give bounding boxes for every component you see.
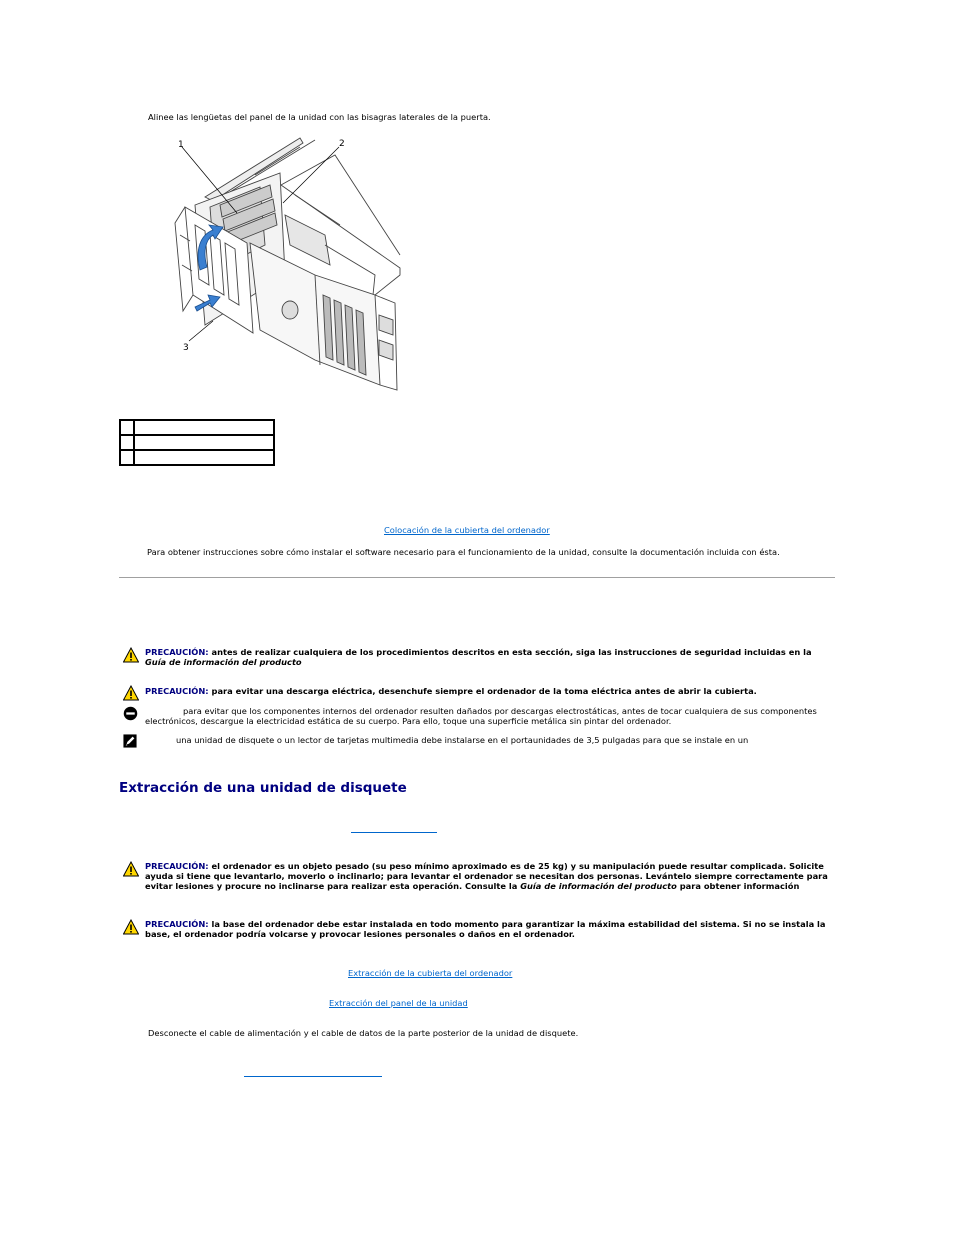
caution-1 [123,647,835,669]
caution-triangle-icon [123,861,139,877]
step-disconnect-text: Desconecte el cable de alimentación y el cable de datos de la parte posterior de la unidad de disquete. [148,1028,579,1038]
callout-number [120,420,134,435]
link-replace-cover[interactable]: Colocación de la cubierta del ordenador [384,525,550,535]
link-remove-cover[interactable]: Extracción de la cubierta del ordenador [348,968,513,978]
caution-triangle-icon [123,919,139,935]
callout-table [119,419,275,466]
link-underline[interactable] [244,1076,382,1077]
caution-4-text: PRECAUCIÓN: la base del ordenador debe estar instalada en todo momento para garantizar la máxima estabilidad del sistema. Si no se instala la base, el ordenador podría volcarse y provocar lesiones personales o daños en el ordenador. [145,919,826,939]
caution-triangle-icon [123,647,139,663]
section-title: Extracción de una unidad de disquete [119,780,407,796]
caution-3-text: PRECAUCIÓN: el ordenador es un objeto pesado (su peso mínimo aproximado es de 25 kg) y su manipulación puede resultar complicada. Solicite ayuda si tiene que levantarlo, moverlo o inclinarlo; para levantar el ordenador se necesitan dos personas. Levántelo siempre correctamente para evitar lesiones y procure no inclinarse para realizar esta operación. Consulte la Guía de información del producto para obtener información [145,861,828,891]
note [123,734,835,750]
note-pencil-icon [123,734,137,748]
note-text: una unidad de disquete o un lector de tarjetas multimedia debe instalarse en el portaunidades de 3,5 pulgadas para que se instale en un [176,735,749,745]
step-software-text: Para obtener instrucciones sobre cómo instalar el software necesario para el funcionamiento de la unidad, consulte la documentación incluida con ésta. [147,547,780,557]
caution-label: PRECAUCIÓN: [145,686,209,696]
caution-4 [123,919,835,941]
section-divider [119,577,835,578]
caution-label: PRECAUCIÓN: [145,647,209,657]
caution-1-text: PRECAUCIÓN: antes de realizar cualquiera de los procedimientos descritos en esta sección, siga las instrucciones de seguridad incluidas en la Guía de información del producto [145,647,812,667]
caution-triangle-icon [123,685,139,701]
callout-description [134,450,274,465]
step-align-text: Alinee las lengüetas del panel de la unidad con las bisagras laterales de la puerta. [148,112,491,122]
product-guide-ref: Guía de información del producto [520,881,677,891]
caution-label: PRECAUCIÓN: [145,919,209,929]
notice-icon [123,706,138,721]
callout-number [120,450,134,465]
caution-label: PRECAUCIÓN: [145,861,209,871]
notice [123,706,835,728]
callout-2-label: 2 [339,139,345,149]
caution-2 [123,685,835,701]
link-remove-panel[interactable]: Extracción del panel de la unidad [329,998,468,1008]
product-guide-ref: Guía de información del producto [145,657,302,667]
callout-number [120,435,134,450]
caution-3 [123,861,835,893]
notice-text: para evitar que los componentes internos del ordenador resulten dañados por descargas electrostáticas, antes de tocar cualquiera de sus componentes electrónicos, descargue la electricidad estática de su cuerpo. Para ello, toque una superficie metálica sin pintar del ordenador. [145,706,817,726]
callout-description [134,435,274,450]
callout-3-label: 3 [183,343,189,353]
callout-1-label: 1 [178,140,184,150]
callout-description [134,420,274,435]
table-row [120,450,274,465]
table-row [120,435,274,450]
drive-panel-figure [165,135,415,395]
link-underline[interactable] [351,832,437,833]
caution-2-text: PRECAUCIÓN: para evitar una descarga eléctrica, desenchufe siempre el ordenador de la toma eléctrica antes de abrir la cubierta. [145,686,757,696]
table-row [120,420,274,435]
